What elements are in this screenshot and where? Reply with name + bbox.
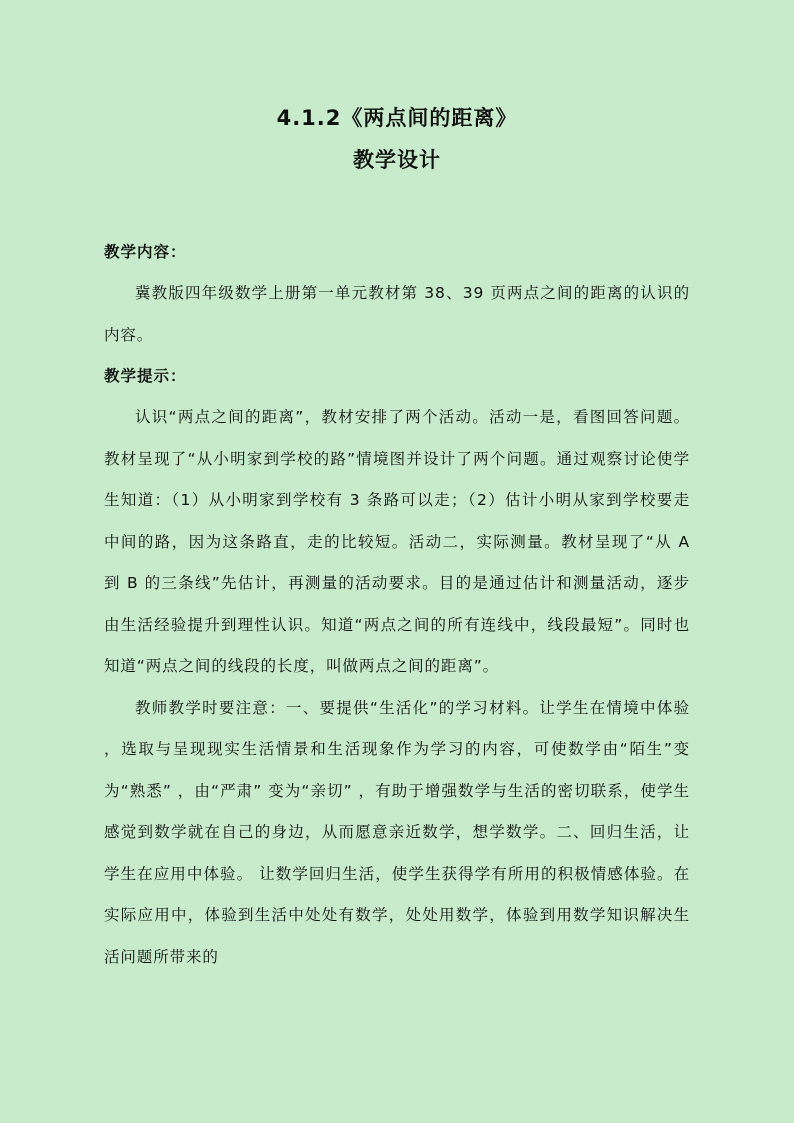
section-teaching-content [104, 232, 690, 356]
paragraph: 认识“两点之间的距离”，教材安排了两个活动。活动一是，看图回答问题。教材呈现了“从小明家到学校的路”情境图并设计了两个问题。通过观察讨论使学生知道：（1）从小明家到学校有 3 条路可以走；（2）估计小明从家到学校要走中间的路，因为这条路直，走的比较短。活动二，实际测量。教材呈现了“从 A 到 B 的三条线”先估计，再测量的活动要求。目的是通过估计和测量活动，逐步由生活经验提升到理性认识。知道“两点之间的所有连线中，线段最短”。同时也知道“两点之间的线段的长度，叫做两点之间的距离”。 [104, 408, 690, 675]
document-subtitle: 教学设计 [353, 148, 441, 172]
section-heading: 教学内容： [104, 243, 187, 261]
section-heading: 教学提示： [104, 367, 187, 385]
document-title: 4.1.2《两点间的距离》 [276, 106, 518, 130]
paragraph: 教师教学时要注意：一、要提供“生活化”的学习材料。让学生在情境中体验 ，选取与呈现现实生活情景和生活现象作为学习的内容，可使数学由“陌生”变为“熟悉” ，由“严肃” 变为“亲切” ，有助于增强数学与生活的密切联系，使学生感觉到数学就在自己的身边，从而愿意亲近数学，想学数学。二、回归生活，让学生在应用中体验。 让数学回归生活，使学生获得学有所用的积极情感体验。在实际应用中，体验到生活中处处有数学，处处用数学，体验到用数学知识解决生活问题所带来的 [104, 698, 690, 966]
section-teaching-tips [104, 356, 690, 978]
paragraph: 冀教版四年级数学上册第一单元教材第 38、39 页两点之间的距离的认识的内容。 [104, 284, 690, 344]
